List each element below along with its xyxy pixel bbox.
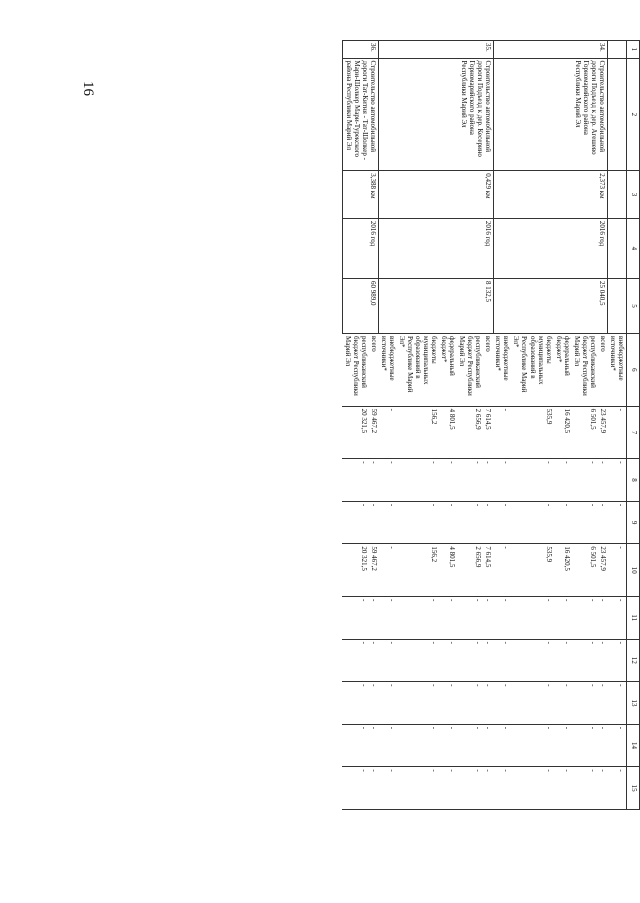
value-cell: - xyxy=(397,682,439,725)
object-year: 2016 год xyxy=(379,218,494,278)
value-cell: - xyxy=(379,597,397,640)
value-cell: - xyxy=(598,501,608,544)
value-cell: - xyxy=(598,767,608,810)
rotated-page xyxy=(120,40,640,810)
object-name: Строительство автомобильной дороги Подъезд к дер. Агешево Горномарийского района Республики Марий Эл xyxy=(493,58,608,171)
value-cell: - xyxy=(457,459,483,502)
value-cell: - xyxy=(483,724,493,767)
value-cell: - xyxy=(493,682,511,725)
funding-source: всего xyxy=(598,334,608,407)
funding-source: бюджеты муниципальных образований в Республике Марий Эл* xyxy=(511,334,553,407)
value-cell: - xyxy=(457,724,483,767)
funding-source: всего xyxy=(369,334,379,407)
value-cell: - xyxy=(598,459,608,502)
entry-number: 35. xyxy=(379,41,494,59)
empty-cell xyxy=(608,41,627,59)
value-cell: - xyxy=(572,682,598,725)
object-cost: 8 132,5 xyxy=(379,278,494,333)
object-length: 3,388 км xyxy=(343,171,379,219)
funding-source: федеральный бюджет* xyxy=(439,334,457,407)
empty-cell xyxy=(608,218,627,278)
value-cell: - xyxy=(598,724,608,767)
value-cell: 23 457,9 xyxy=(598,406,608,459)
value-cell: - xyxy=(397,459,439,502)
object-year: 2016 год xyxy=(493,218,608,278)
column-number: 3 xyxy=(627,171,640,219)
value-cell: - xyxy=(608,459,627,502)
value-cell: - xyxy=(379,406,397,459)
value-cell: - xyxy=(483,597,493,640)
value-cell: - xyxy=(379,724,397,767)
column-number: 9 xyxy=(627,501,640,544)
value-cell: - xyxy=(369,501,379,544)
value-cell: - xyxy=(369,459,379,502)
funding-source: внебюджетные источники* xyxy=(608,334,627,407)
value-cell: - xyxy=(483,639,493,682)
value-cell: 7 614,5 xyxy=(483,406,493,459)
value-cell: - xyxy=(598,597,608,640)
column-number: 5 xyxy=(627,278,640,333)
object-length: 2,373 км xyxy=(493,171,608,219)
table-row xyxy=(598,41,608,810)
empty-cell xyxy=(608,171,627,219)
column-number: 11 xyxy=(627,597,640,640)
value-cell: - xyxy=(343,724,369,767)
column-number: 13 xyxy=(627,682,640,725)
value-cell: - xyxy=(343,501,369,544)
value-cell: 7 614,5 xyxy=(483,544,493,597)
column-number: 15 xyxy=(627,767,640,810)
value-cell: - xyxy=(511,501,553,544)
funding-source: республиканский бюджет Республики Марий Эл xyxy=(457,334,483,407)
value-cell: 6 501,5 xyxy=(572,406,598,459)
object-length: 0,429 км xyxy=(379,171,494,219)
object-name: Строительство автомобильной дороги Тат-Китня - Тат-Шолкер - Мари-Шолкер Мари-Турекского района Республики Марий Эл xyxy=(343,58,379,171)
value-cell: - xyxy=(369,639,379,682)
value-cell: - xyxy=(608,406,627,459)
value-cell: - xyxy=(493,406,511,459)
value-cell: - xyxy=(511,767,553,810)
funding-source: внебюджетные источники* xyxy=(493,334,511,407)
value-cell: - xyxy=(608,544,627,597)
value-cell: - xyxy=(608,682,627,725)
table-row xyxy=(369,41,379,810)
funding-source: республиканский бюджет Республики Марий Эл xyxy=(572,334,598,407)
value-cell: - xyxy=(343,597,369,640)
value-cell: - xyxy=(493,639,511,682)
value-cell: - xyxy=(511,597,553,640)
value-cell: - xyxy=(493,501,511,544)
value-cell: - xyxy=(511,682,553,725)
value-cell: - xyxy=(554,501,572,544)
value-cell: - xyxy=(608,639,627,682)
value-cell: - xyxy=(554,597,572,640)
value-cell: - xyxy=(457,682,483,725)
column-number: 1 xyxy=(627,41,640,59)
value-cell: - xyxy=(343,682,369,725)
value-cell: - xyxy=(511,459,553,502)
value-cell: - xyxy=(397,639,439,682)
column-number: 6 xyxy=(627,334,640,407)
value-cell: - xyxy=(379,501,397,544)
value-cell: - xyxy=(343,639,369,682)
value-cell: - xyxy=(511,724,553,767)
value-cell: - xyxy=(457,639,483,682)
value-cell: - xyxy=(493,597,511,640)
table-body xyxy=(343,41,627,810)
value-cell: - xyxy=(439,501,457,544)
value-cell: - xyxy=(572,501,598,544)
funding-source: федеральный бюджет* xyxy=(554,334,572,407)
column-number: 2 xyxy=(627,58,640,171)
value-cell: 6 501,5 xyxy=(572,544,598,597)
value-cell: - xyxy=(554,459,572,502)
value-cell: 4 801,5 xyxy=(439,406,457,459)
value-cell: - xyxy=(379,639,397,682)
value-cell: - xyxy=(343,459,369,502)
value-cell: - xyxy=(379,544,397,597)
value-cell: - xyxy=(572,597,598,640)
object-year: 2016 год xyxy=(343,218,379,278)
value-cell: - xyxy=(439,597,457,640)
value-cell: - xyxy=(598,682,608,725)
value-cell: - xyxy=(369,682,379,725)
value-cell: - xyxy=(343,767,369,810)
object-cost: 25 040,5 xyxy=(493,278,608,333)
table-row xyxy=(608,41,627,810)
table-row xyxy=(483,41,493,810)
value-cell: - xyxy=(608,597,627,640)
value-cell: 535,9 xyxy=(511,406,553,459)
column-number: 4 xyxy=(627,218,640,278)
value-cell: - xyxy=(493,767,511,810)
value-cell: - xyxy=(483,767,493,810)
value-cell: - xyxy=(483,501,493,544)
column-number: 14 xyxy=(627,724,640,767)
value-cell: - xyxy=(457,767,483,810)
column-number: 8 xyxy=(627,459,640,502)
value-cell: - xyxy=(608,724,627,767)
value-cell: - xyxy=(572,459,598,502)
value-cell: - xyxy=(598,639,608,682)
value-cell: - xyxy=(483,459,493,502)
value-cell: - xyxy=(554,724,572,767)
column-number: 10 xyxy=(627,544,640,597)
value-cell: - xyxy=(608,767,627,810)
value-cell: - xyxy=(439,767,457,810)
value-cell: 16 420,5 xyxy=(554,406,572,459)
value-cell: - xyxy=(457,597,483,640)
value-cell: - xyxy=(493,724,511,767)
value-cell: - xyxy=(379,767,397,810)
value-cell: 156,2 xyxy=(397,406,439,459)
value-cell: - xyxy=(608,501,627,544)
empty-cell xyxy=(608,58,627,171)
funding-source: всего xyxy=(483,334,493,407)
value-cell: 59 467,2 xyxy=(369,406,379,459)
value-cell: - xyxy=(439,682,457,725)
column-number: 12 xyxy=(627,639,640,682)
funding-source: республиканский бюджет Республики Марий Эл xyxy=(343,334,369,407)
value-cell: - xyxy=(397,501,439,544)
value-cell: 20 321,5 xyxy=(343,544,369,597)
column-number: 7 xyxy=(627,406,640,459)
value-cell: 59 467,2 xyxy=(369,544,379,597)
value-cell: - xyxy=(397,597,439,640)
value-cell: - xyxy=(493,544,511,597)
value-cell: - xyxy=(369,724,379,767)
value-cell: - xyxy=(369,597,379,640)
entry-number: 36. xyxy=(343,41,379,59)
value-cell: - xyxy=(397,724,439,767)
value-cell: - xyxy=(572,724,598,767)
funding-source: внебюджетные источники* xyxy=(379,334,397,407)
value-cell: 4 801,5 xyxy=(439,544,457,597)
value-cell: - xyxy=(439,459,457,502)
value-cell: - xyxy=(369,767,379,810)
value-cell: - xyxy=(379,459,397,502)
page-number: 16 xyxy=(80,81,96,96)
value-cell: - xyxy=(483,682,493,725)
value-cell: 156,2 xyxy=(397,544,439,597)
value-cell: - xyxy=(397,767,439,810)
value-cell: 535,9 xyxy=(511,544,553,597)
value-cell: - xyxy=(511,639,553,682)
empty-cell xyxy=(608,278,627,333)
program-table xyxy=(342,40,640,810)
value-cell: - xyxy=(493,459,511,502)
value-cell: - xyxy=(572,767,598,810)
funding-source: бюджеты муниципальных образований в Республике Марий Эл* xyxy=(397,334,439,407)
column-number-row xyxy=(627,41,640,810)
value-cell: - xyxy=(554,767,572,810)
value-cell: - xyxy=(572,639,598,682)
object-cost: 60 989,0 xyxy=(343,278,379,333)
object-name: Строительство автомобильной дороги Подъезд к дер. Кесерино Горномарийского района Республики Марий Эл xyxy=(379,58,494,171)
value-cell: - xyxy=(439,639,457,682)
entry-number: 34. xyxy=(493,41,608,59)
value-cell: - xyxy=(554,682,572,725)
value-cell: 2 656,9 xyxy=(457,406,483,459)
value-cell: 16 420,5 xyxy=(554,544,572,597)
value-cell: - xyxy=(379,682,397,725)
value-cell: - xyxy=(439,724,457,767)
value-cell: 20 321,5 xyxy=(343,406,369,459)
value-cell: 23 457,9 xyxy=(598,544,608,597)
value-cell: - xyxy=(457,501,483,544)
value-cell: 2 656,9 xyxy=(457,544,483,597)
value-cell: - xyxy=(554,639,572,682)
